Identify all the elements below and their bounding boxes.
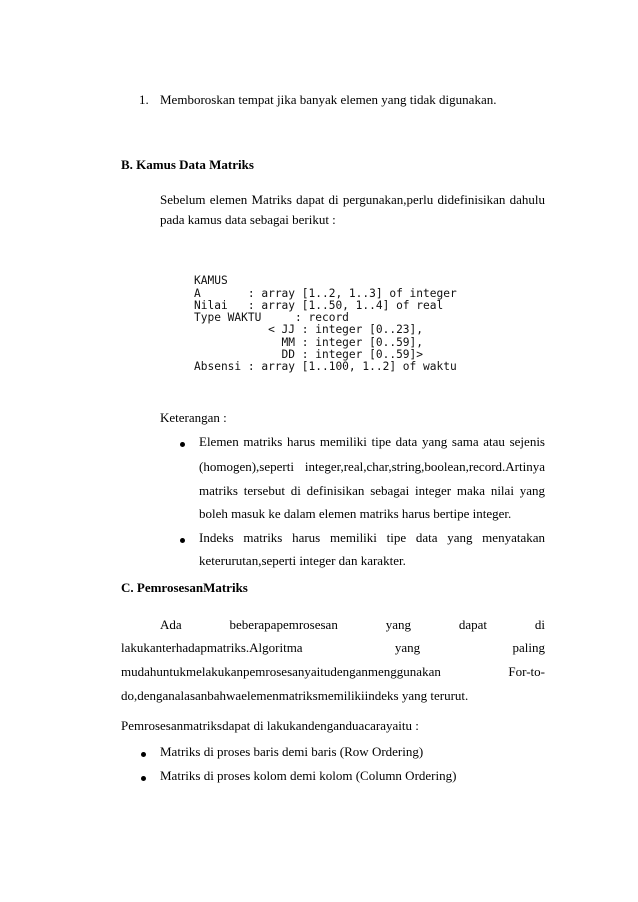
- code-line: DD : integer [0..59]>: [194, 348, 424, 362]
- bullet-icon: [141, 752, 146, 757]
- code-block: [194, 263, 457, 386]
- list-item: Matriks di proses kolom demi kolom (Column Ordering): [160, 768, 457, 783]
- processing-intro: Pemrosesanmatriksdapat di lakukandenganduacarayaitu :: [121, 718, 419, 733]
- code-line: KAMUS: [194, 274, 228, 288]
- list-item-text: Memboroskan tempat jika banyak elemen yang tidak digunakan.: [160, 92, 497, 107]
- paragraph-line: Sebelum elemen Matriks dapat di pergunakan,perlu didefinisikan dahulu: [160, 192, 545, 207]
- list-item: Matriks di proses baris demi baris (Row Ordering): [160, 744, 424, 759]
- bullet-icon: [141, 776, 146, 781]
- code-line: Absensi : array [1..100, 1..2] of waktu: [194, 360, 457, 374]
- bullet-icon: [180, 538, 185, 543]
- section-heading-b: B. Kamus Data Matriks: [121, 157, 254, 172]
- bullet-line: Indeks matriks harus memiliki tipe data yang menyatakan: [199, 530, 545, 545]
- paragraph-line: mudahuntukmelakukanpemrosesanyaitudenganmenggunakan For-to-: [121, 664, 545, 679]
- section-heading-c: C. PemrosesanMatriks: [121, 580, 248, 595]
- bullet-line: Elemen matriks harus memiliki tipe data yang sama atau sejenis: [199, 434, 545, 449]
- list-number: 1.: [139, 92, 149, 107]
- bullet-line: keterurutan,seperti integer dan karakter.: [199, 553, 406, 568]
- bullet-line: boleh masuk ke dalam elemen matriks harus bertipe integer.: [199, 506, 512, 521]
- paragraph-line: lakukanterhadapmatriks.Algoritma yang paling: [121, 640, 545, 655]
- code-line: MM : integer [0..59],: [194, 335, 424, 349]
- paragraph-line: Ada beberapapemrosesan yang dapat di: [160, 617, 545, 632]
- bullet-line: matriks tersebut di definisikan sebagai integer maka nilai yang: [199, 483, 545, 498]
- bullet-icon: [180, 442, 185, 447]
- paragraph-line: do,denganalasanbahwaelemenmatriksmemilikiindeks yang terurut.: [121, 688, 469, 703]
- bullet-line: (homogen),seperti integer,real,char,string,boolean,record.Artinya: [199, 459, 545, 474]
- paragraph-line: pada kamus data sebagai berikut :: [160, 212, 336, 227]
- code-line: < JJ : integer [0..23],: [194, 323, 424, 337]
- code-line: Nilai : array [1..50, 1..4] of real: [194, 298, 444, 312]
- keterangan-label: Keterangan :: [160, 410, 227, 425]
- code-line: A : array [1..2, 1..3] of integer: [194, 286, 457, 300]
- code-line: Type WAKTU : record: [194, 311, 349, 325]
